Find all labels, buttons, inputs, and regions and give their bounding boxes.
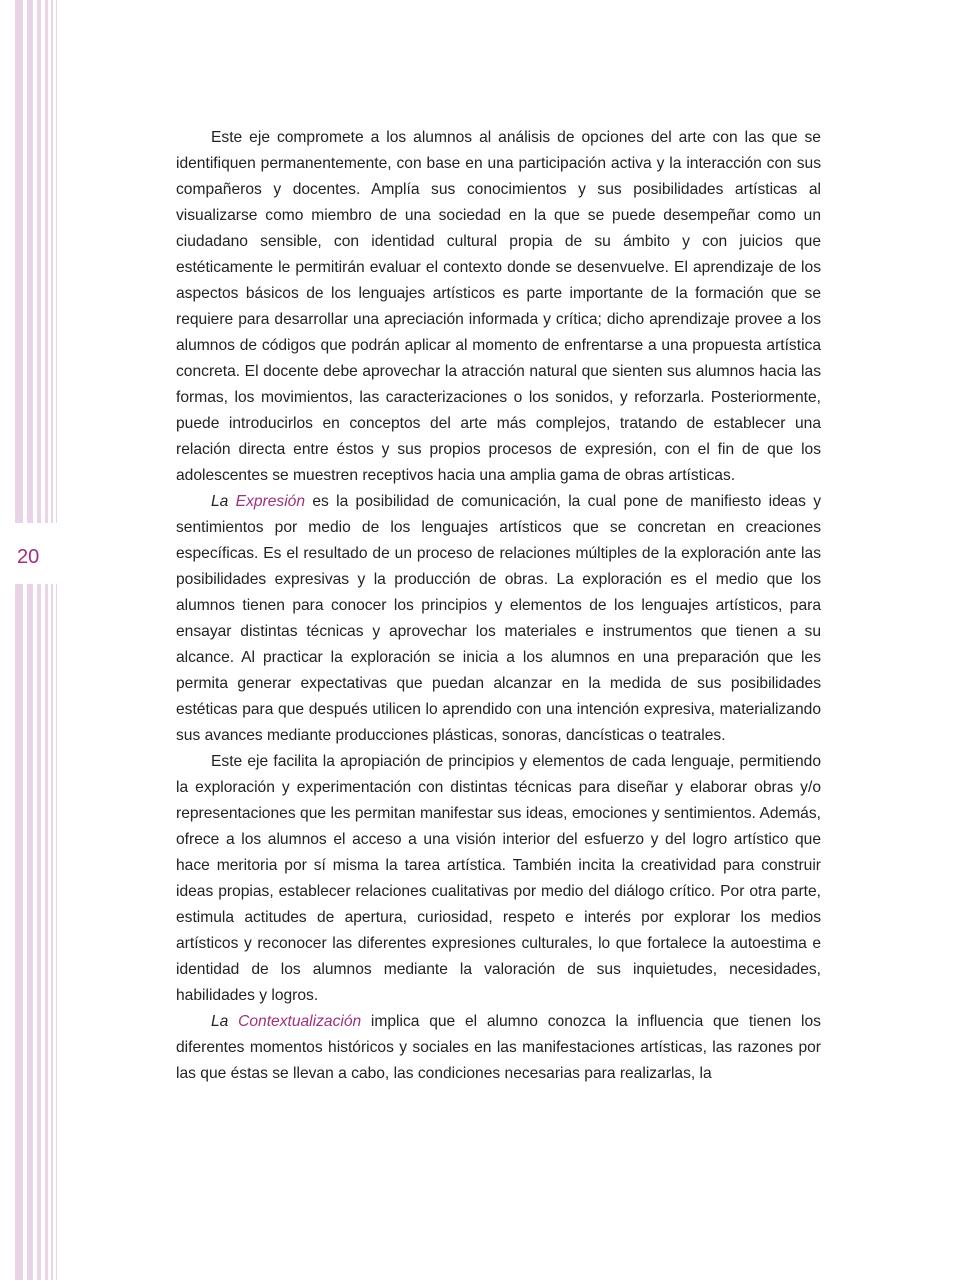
paragraph-2 [176, 489, 821, 749]
margin-stripe [51, 584, 53, 1280]
paragraph-3 [176, 749, 821, 1009]
margin-stripe [37, 584, 41, 1280]
margin-stripe [15, 0, 23, 523]
margin-stripes-decoration [0, 0, 62, 1280]
paragraph-text: Este eje compromete a los alumnos al análisis de opciones del arte con las que se identifiquen permanentemente, con base en una participación activa y la interacción con sus compañeros y docentes. Amplía sus conocimientos y sus posibilidades artísticas al visualizarse como miembro de una sociedad en la que se puede desempeñar como un ciudadano sensible, con identidad cultural propia de su ámbito y con juicios que estéticamente le permitirán evaluar el contexto donde se desenvuelve. El aprendizaje de los aspectos básicos de los lenguajes artísticos es parte importante de la formación que se requiere para desarrollar una apreciación informada y crítica; dicho aprendizaje provee a los alumnos de códigos que podrán aplicar al momento de enfrentarse a una propuesta artística concreta. El docente debe aprovechar la atracción natural que sienten sus alumnos hacia las formas, los movimientos, las caracterizaciones o los sonidos, y reforzarla. Posteriormente, puede introducirlos en conceptos del arte más complejos, tratando de establecer una relación directa entre éstos y sus propios procesos de expresión, con el fin de que los adolescentes se muestren receptivos hacia una amplia gama de obras artísticas. [176, 129, 821, 484]
paragraph-1 [176, 125, 821, 489]
body-text [176, 125, 821, 1087]
margin-stripe [37, 0, 41, 523]
margin-stripe [27, 0, 33, 523]
margin-stripe [45, 0, 48, 523]
paragraph-text: implica que el alumno conozca la influencia que tienen los diferentes momentos históricos y sociales en las manifestaciones artísticas, las razones por las que éstas se llevan a cabo, las condiciones necesarias para realizarlas, la [176, 1013, 821, 1082]
highlighted-term: Expresión [235, 493, 306, 510]
margin-stripe [27, 584, 33, 1280]
paragraph-text: es la posibilidad de comunicación, la cual pone de manifiesto ideas y sentimientos por medio de los lenguajes artísticos que se concretan en creaciones específicas. Es el resultado de un proceso de relaciones múltiples de la exploración ante las posibilidades expresivas y la producción de obras. La exploración es el medio que los alumnos tienen para conocer los principios y elementos de los lenguajes artísticos, para ensayar distintas técnicas y aprovechar los materiales e instrumentos que tienen a su alcance. Al practicar la exploración se inicia a los alumnos en una preparación que les permita generar expectativas que puedan alcanzar en la medida de sus posibilidades estéticas para que después utilicen lo aprendido con una intención expresiva, materializando sus avances mediante producciones plásticas, sonoras, dancísticas o teatrales. [176, 493, 822, 744]
margin-stripe [51, 0, 53, 523]
paragraph-text: Este eje facilita la apropiación de principios y elementos de cada lenguaje, permitiendo la exploración y experimentación con distintas técnicas para diseñar y elaborar obras y/o representaciones que les permitan manifestar sus ideas, emociones y sentimientos. Además, ofrece a los alumnos el acceso a una visión interior del esfuerzo y del logro artístico que hace meritoria por sí misma la tarea artística. También incita la creatividad para construir ideas propias, establecer relaciones cualitativas por medio del diálogo crítico. Por otra parte, estimula actitudes de apertura, curiosidad, respeto e interés por explorar los medios artísticos y reconocer las diferentes expresiones culturales, lo que fortalece la autoestima e identidad de los alumnos mediante la valoración de sus inquietudes, necesidades, habilidades y logros. [176, 753, 821, 1004]
paragraph-lead-in: La [211, 1013, 239, 1030]
margin-stripe [45, 584, 48, 1280]
paragraph-lead-in: La [211, 493, 236, 510]
margin-stripe [15, 584, 23, 1280]
highlighted-term: Contextualización [238, 1013, 362, 1030]
margin-stripe [56, 584, 57, 1280]
page-number: 20 [17, 546, 40, 568]
paragraph-4 [176, 1009, 821, 1087]
margin-stripe [56, 0, 57, 523]
